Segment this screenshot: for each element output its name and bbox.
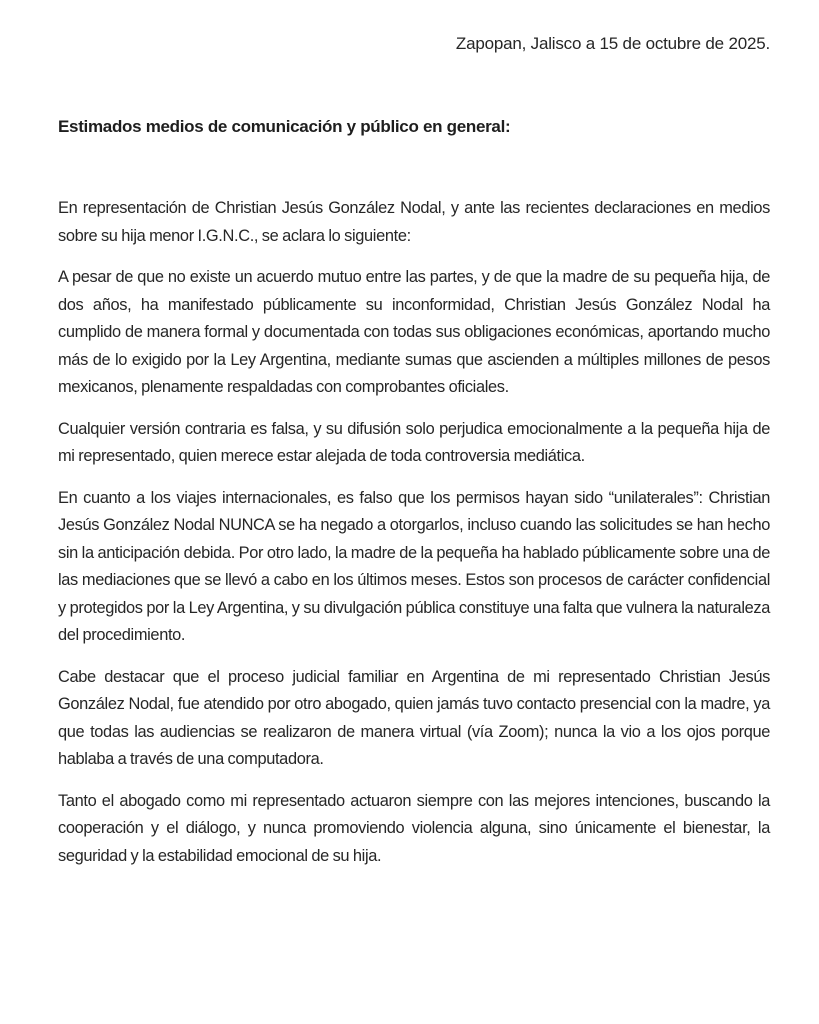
paragraph-false-versions: Cualquier versión contraria es falsa, y su difusión solo perjudica emocionalmente a la pequeña hija de mi representado, quien merece estar alejada de toda controversia mediática.	[58, 419, 770, 465]
place-and-date: Zapopan, Jalisco a 15 de octubre de 2025.	[455, 34, 770, 53]
paragraph-introduction: En representación de Christian Jesús González Nodal, y ante las recientes declaraciones en medios sobre su hija menor I.G.N.C., se aclara lo siguiente:	[58, 199, 770, 245]
paragraph-judicial-process: Cabe destacar que el proceso judicial familiar en Argentina de mi representado Christian Jesús González Nodal, fue atendido por otro abogado, quien jamás tuvo contacto presencial con la madre, ya que todas las audiencias se realizaron de manera virtual (vía Zoom); nunca la vio a los ojos porque hablaba a través de una computadora.	[58, 667, 770, 768]
letter-body	[58, 195, 770, 884]
paragraph-international-travel: En cuanto a los viajes internacionales, es falso que los permisos hayan sido “unilaterales”: Christian Jesús González Nodal NUNCA se ha negado a otorgarlos, incluso cuando las solicitudes se han hecho sin la anticipación debida. Por otro lado, la madre de la pequeña ha hablado públicamente sobre una de las mediaciones que se llevó a cabo en los últimos meses. Estos son procesos de carácter confidencial y protegidos por la Ley Argentina, y su divulgación pública constituye una falta que vulnera la naturaleza del procedimiento.	[58, 488, 770, 644]
paragraph-economic-obligations: A pesar de que no existe un acuerdo mutuo entre las partes, y de que la madre de su pequeña hija, de dos años, ha manifestado públicamente su inconformidad, Christian Jesús González Nodal ha cumplido de manera formal y documentada con todas sus obligaciones económicas, aportando mucho más de lo exigido por la Ley Argentina, mediante sumas que ascienden a múltiples millones de pesos mexicanos, plenamente respaldadas con comprobantes oficiales.	[58, 268, 770, 396]
paragraph-closing-intentions: Tanto el abogado como mi representado actuaron siempre con las mejores intenciones, buscando la cooperación y el diálogo, y nunca promoviendo violencia alguna, sino únicamente el bienestar, la seguridad y la estabilidad emocional de su hija.	[58, 791, 770, 865]
salutation-heading: Estimados medios de comunicación y público en general:	[58, 117, 511, 136]
